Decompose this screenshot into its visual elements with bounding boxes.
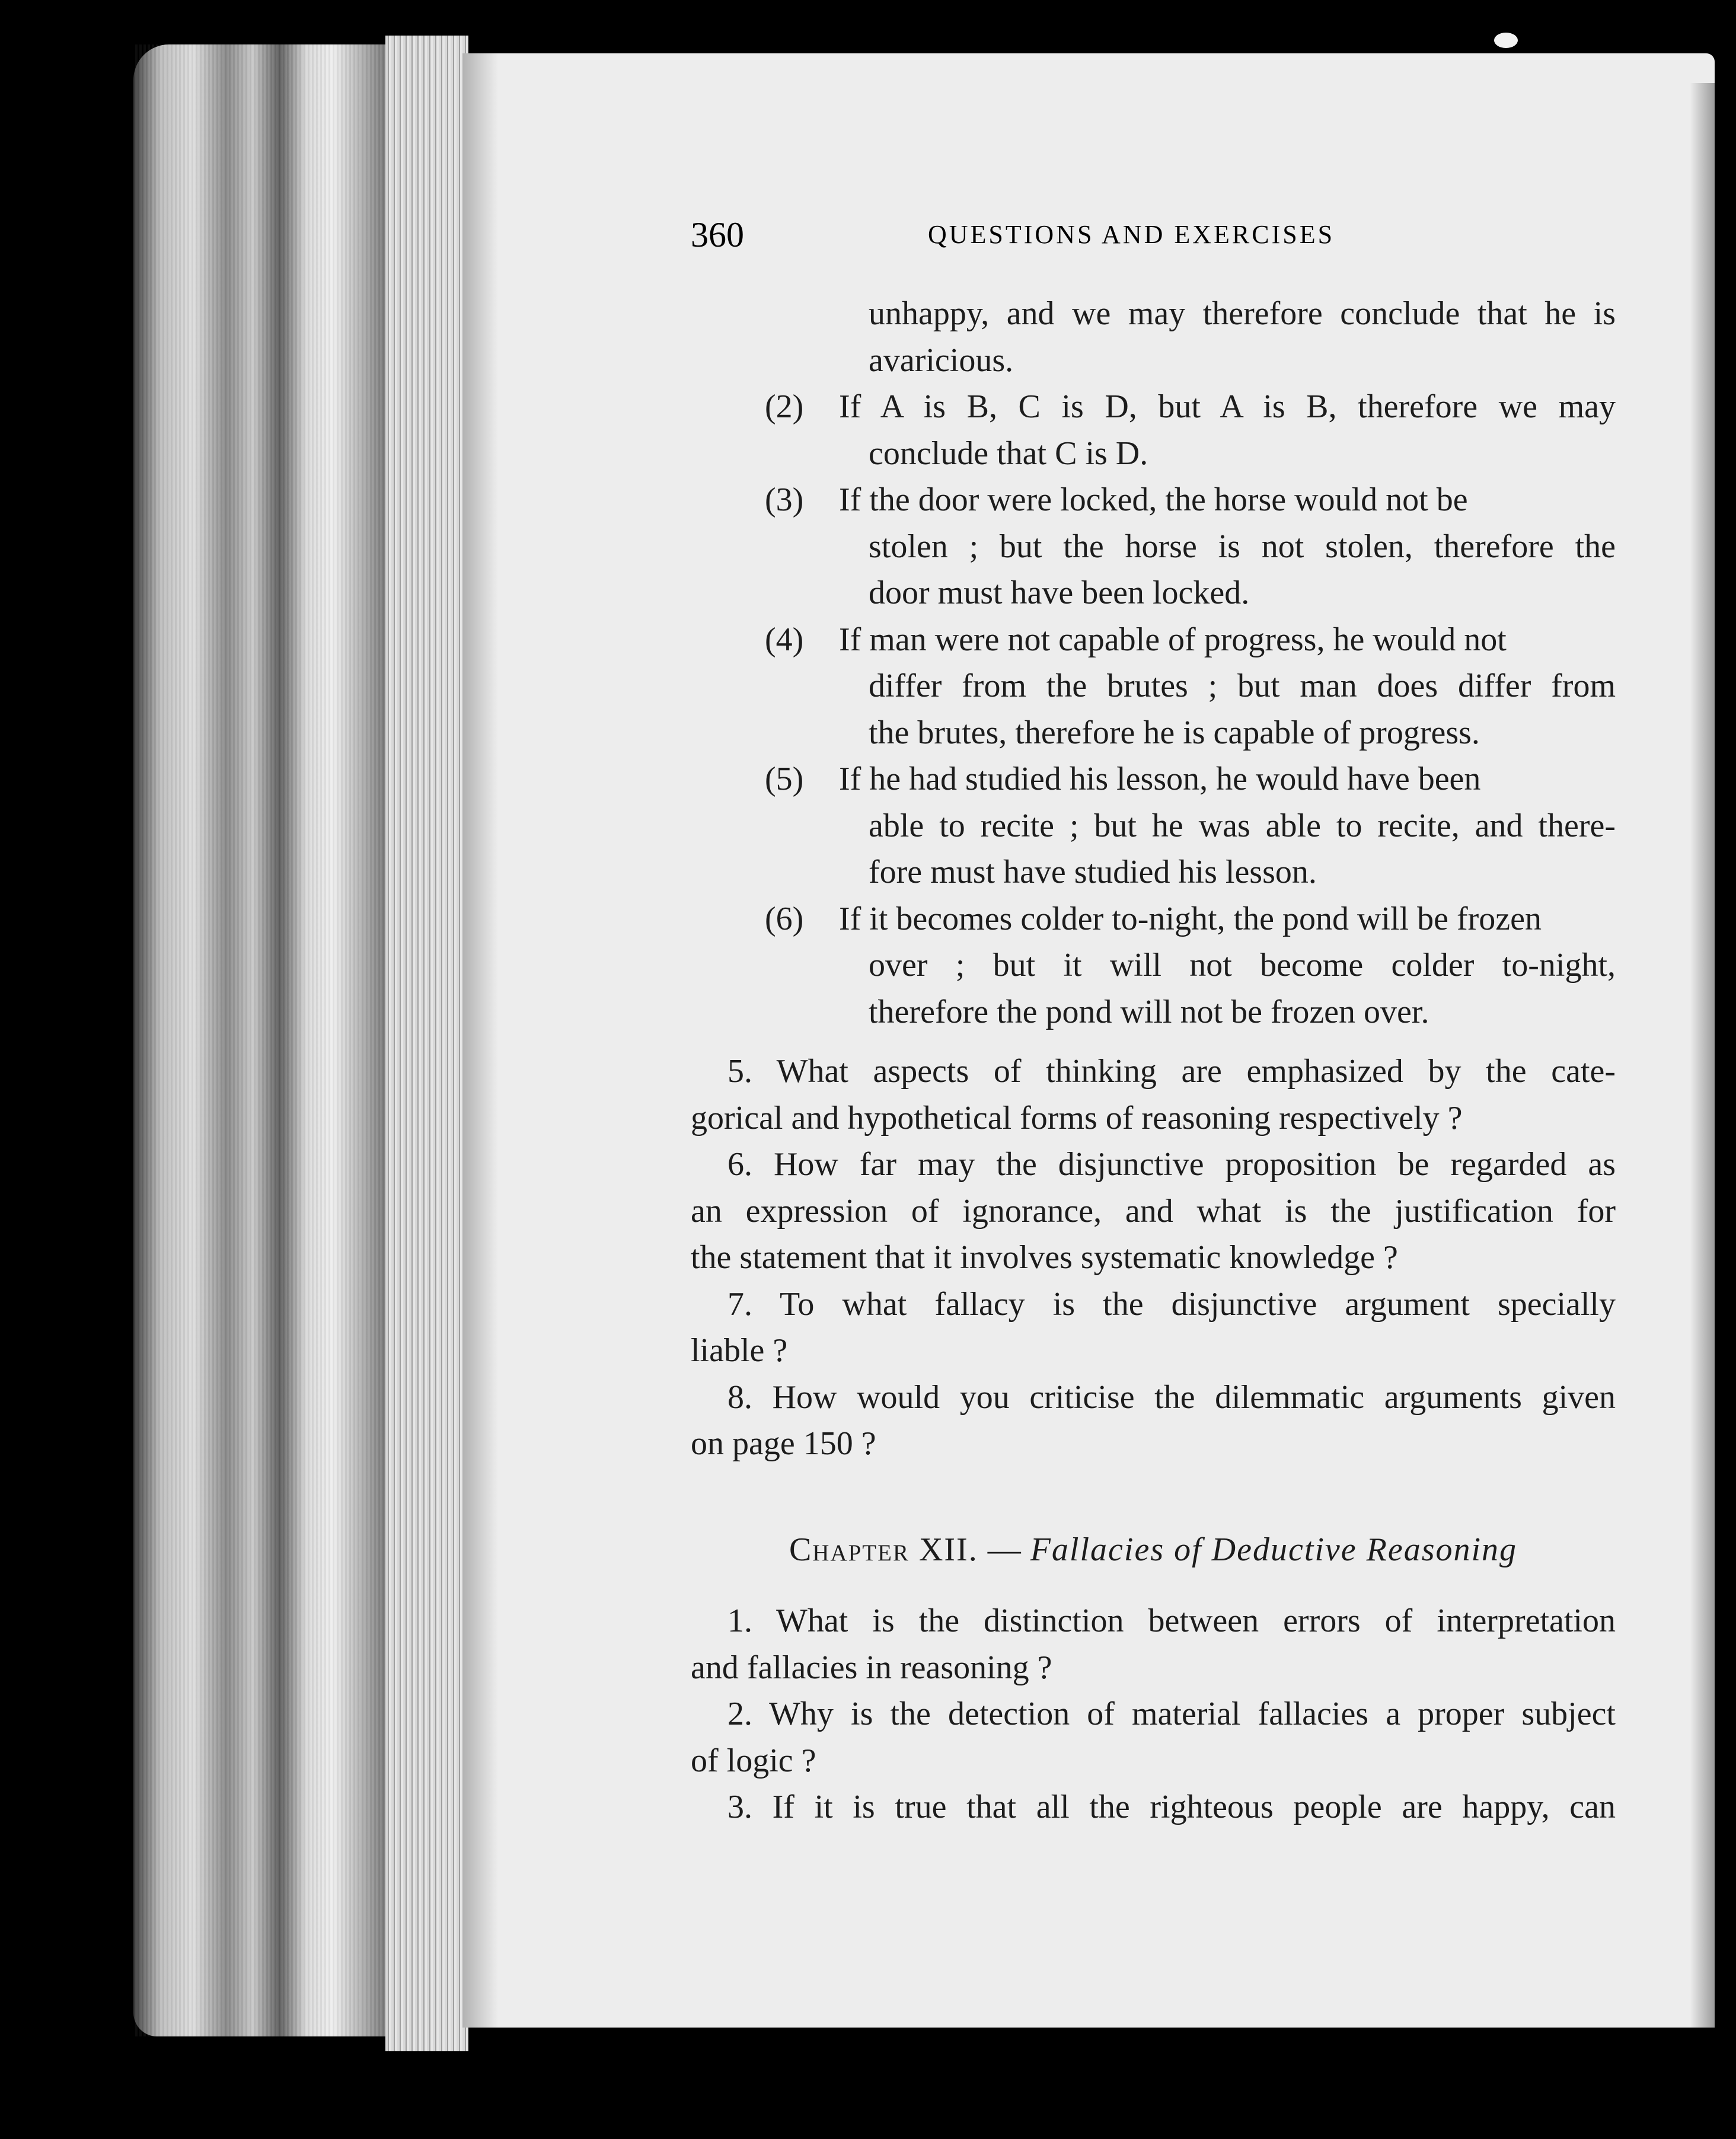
page-number: 360 <box>691 215 744 254</box>
text-line: fore must have studied his lesson. <box>869 854 1317 890</box>
question-line: liable ? <box>691 1332 788 1369</box>
page-gutter-shadow <box>462 53 498 2028</box>
subitem-text: If man were not capable of progress, he would not <box>839 621 1507 658</box>
question-line: 7. To what fallacy is the disjunctive argument specially <box>727 1285 1616 1323</box>
text-line: stolen ; but the horse is not stolen, therefore the <box>869 528 1616 565</box>
subitem-label: (2) <box>765 388 804 425</box>
page-header <box>691 215 1616 262</box>
page-body <box>691 290 1616 1831</box>
question-line: 6. How far may the disjunctive proposition be regarded as <box>727 1146 1616 1183</box>
text-line: over ; but it will not become colder to-night, <box>869 947 1616 984</box>
question-line: 8. How would you criticise the dilemmatic arguments given <box>727 1378 1616 1416</box>
question-line: an expression of ignorance, and what is the justification for <box>691 1192 1616 1230</box>
page-stack <box>385 36 468 2051</box>
subitem-text: If he had studied his lesson, he would have been <box>839 761 1481 797</box>
question-line: 3. If it is true that all the righteous people are happy, can <box>727 1789 1616 1825</box>
subitem-label: (6) <box>765 900 804 937</box>
subitem-label: (4) <box>765 621 804 658</box>
question-line: 1. What is the distinction between errors of interpretation <box>727 1602 1616 1639</box>
text-line: conclude that C is D. <box>869 435 1148 472</box>
question-line: on page 150 ? <box>691 1425 876 1462</box>
subitem-text: If the door were locked, the horse would not be <box>839 481 1468 518</box>
text-line: differ from the brutes ; but man does differ from <box>869 668 1616 704</box>
question-line: gorical and hypothetical forms of reasoning respectively ? <box>691 1099 1463 1136</box>
text-line: the brutes, therefore he is capable of progress. <box>869 714 1480 751</box>
subitem-line <box>691 617 1616 663</box>
subitem-line <box>691 477 1616 523</box>
subitem-line <box>691 896 1616 943</box>
subitem-label: (5) <box>765 761 804 797</box>
subitem-line <box>691 756 1616 803</box>
scan-speck <box>1494 33 1518 48</box>
subitem-label: (3) <box>765 481 804 518</box>
chapter-heading <box>691 1527 1616 1573</box>
text-line: avaricious. <box>869 341 1014 379</box>
subitem-text: If A is B, C is D, but A is B, therefore we may <box>839 388 1616 425</box>
chapter-label: Chapter XII. — <box>789 1531 1022 1568</box>
question-line: of logic ? <box>691 1742 816 1779</box>
subitem-text: If it becomes colder to-night, the pond will be frozen <box>839 900 1542 937</box>
text-line: unhappy, and we may therefore conclude that he is <box>869 295 1616 332</box>
question-line: 2. Why is the detection of material fallacies a proper subject <box>727 1696 1616 1732</box>
text-line: therefore the pond will not be frozen over. <box>869 993 1429 1030</box>
question-line: 5. What aspects of thinking are emphasized by the cate- <box>727 1053 1616 1090</box>
chapter-title: Fallacies of Deductive Reasoning <box>1030 1531 1518 1568</box>
question-line: the statement that it involves systematic knowledge ? <box>691 1239 1398 1276</box>
question-line: and fallacies in reasoning ? <box>691 1649 1052 1686</box>
running-head: QUESTIONS AND EXERCISES <box>928 220 1335 249</box>
page-edge-shadow <box>1690 83 1715 2028</box>
subitem-line <box>691 384 1616 430</box>
text-line: able to recite ; but he was able to recite, and there- <box>869 807 1616 844</box>
text-line: door must have been locked. <box>869 574 1250 611</box>
